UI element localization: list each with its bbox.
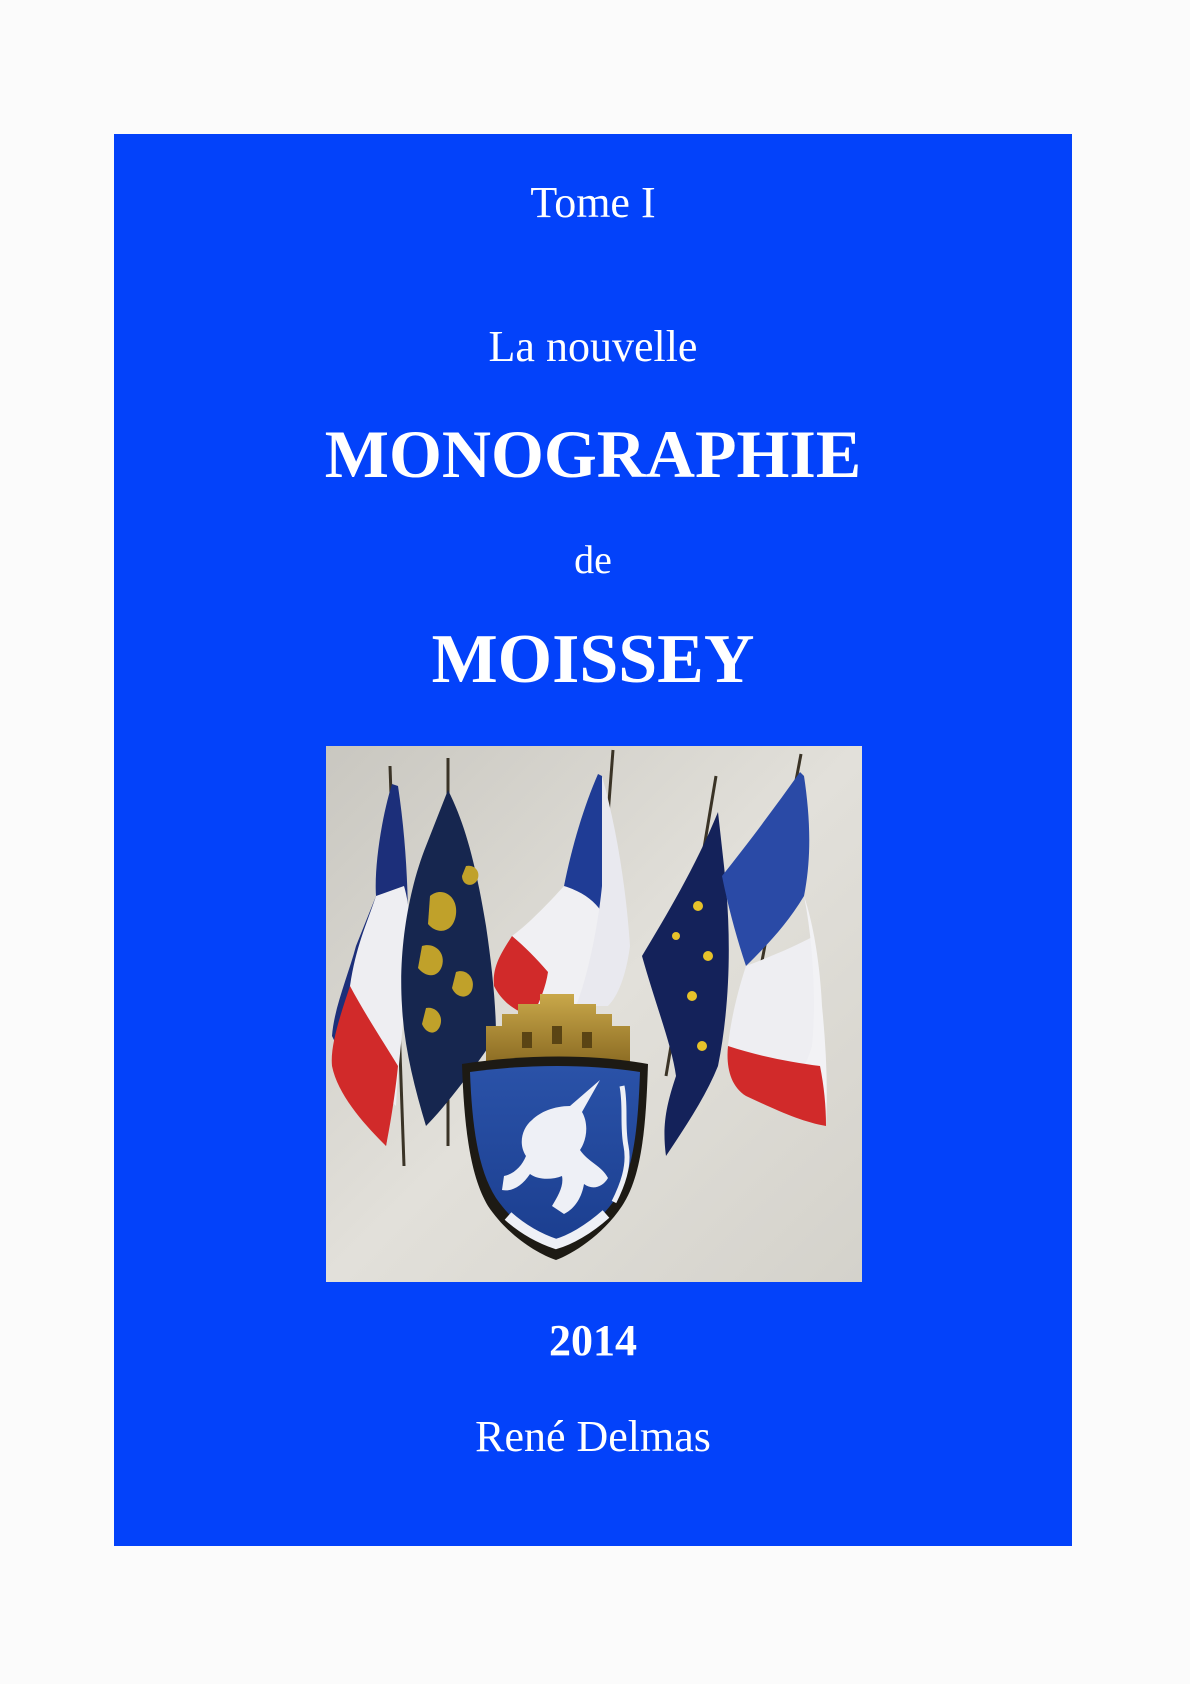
title-main: MONOGRAPHIE [324, 416, 862, 492]
publication-year: 2014 [549, 1316, 637, 1365]
title-connector: de [574, 537, 612, 582]
author-name: René Delmas [475, 1412, 711, 1461]
subtitle-prefix: La nouvelle [488, 322, 698, 371]
cover-photo-flags-and-coat-of-arms [326, 746, 862, 1282]
volume-label: Tome I [530, 178, 656, 227]
title-place: MOISSEY [431, 621, 755, 698]
book-cover [114, 134, 1072, 1546]
